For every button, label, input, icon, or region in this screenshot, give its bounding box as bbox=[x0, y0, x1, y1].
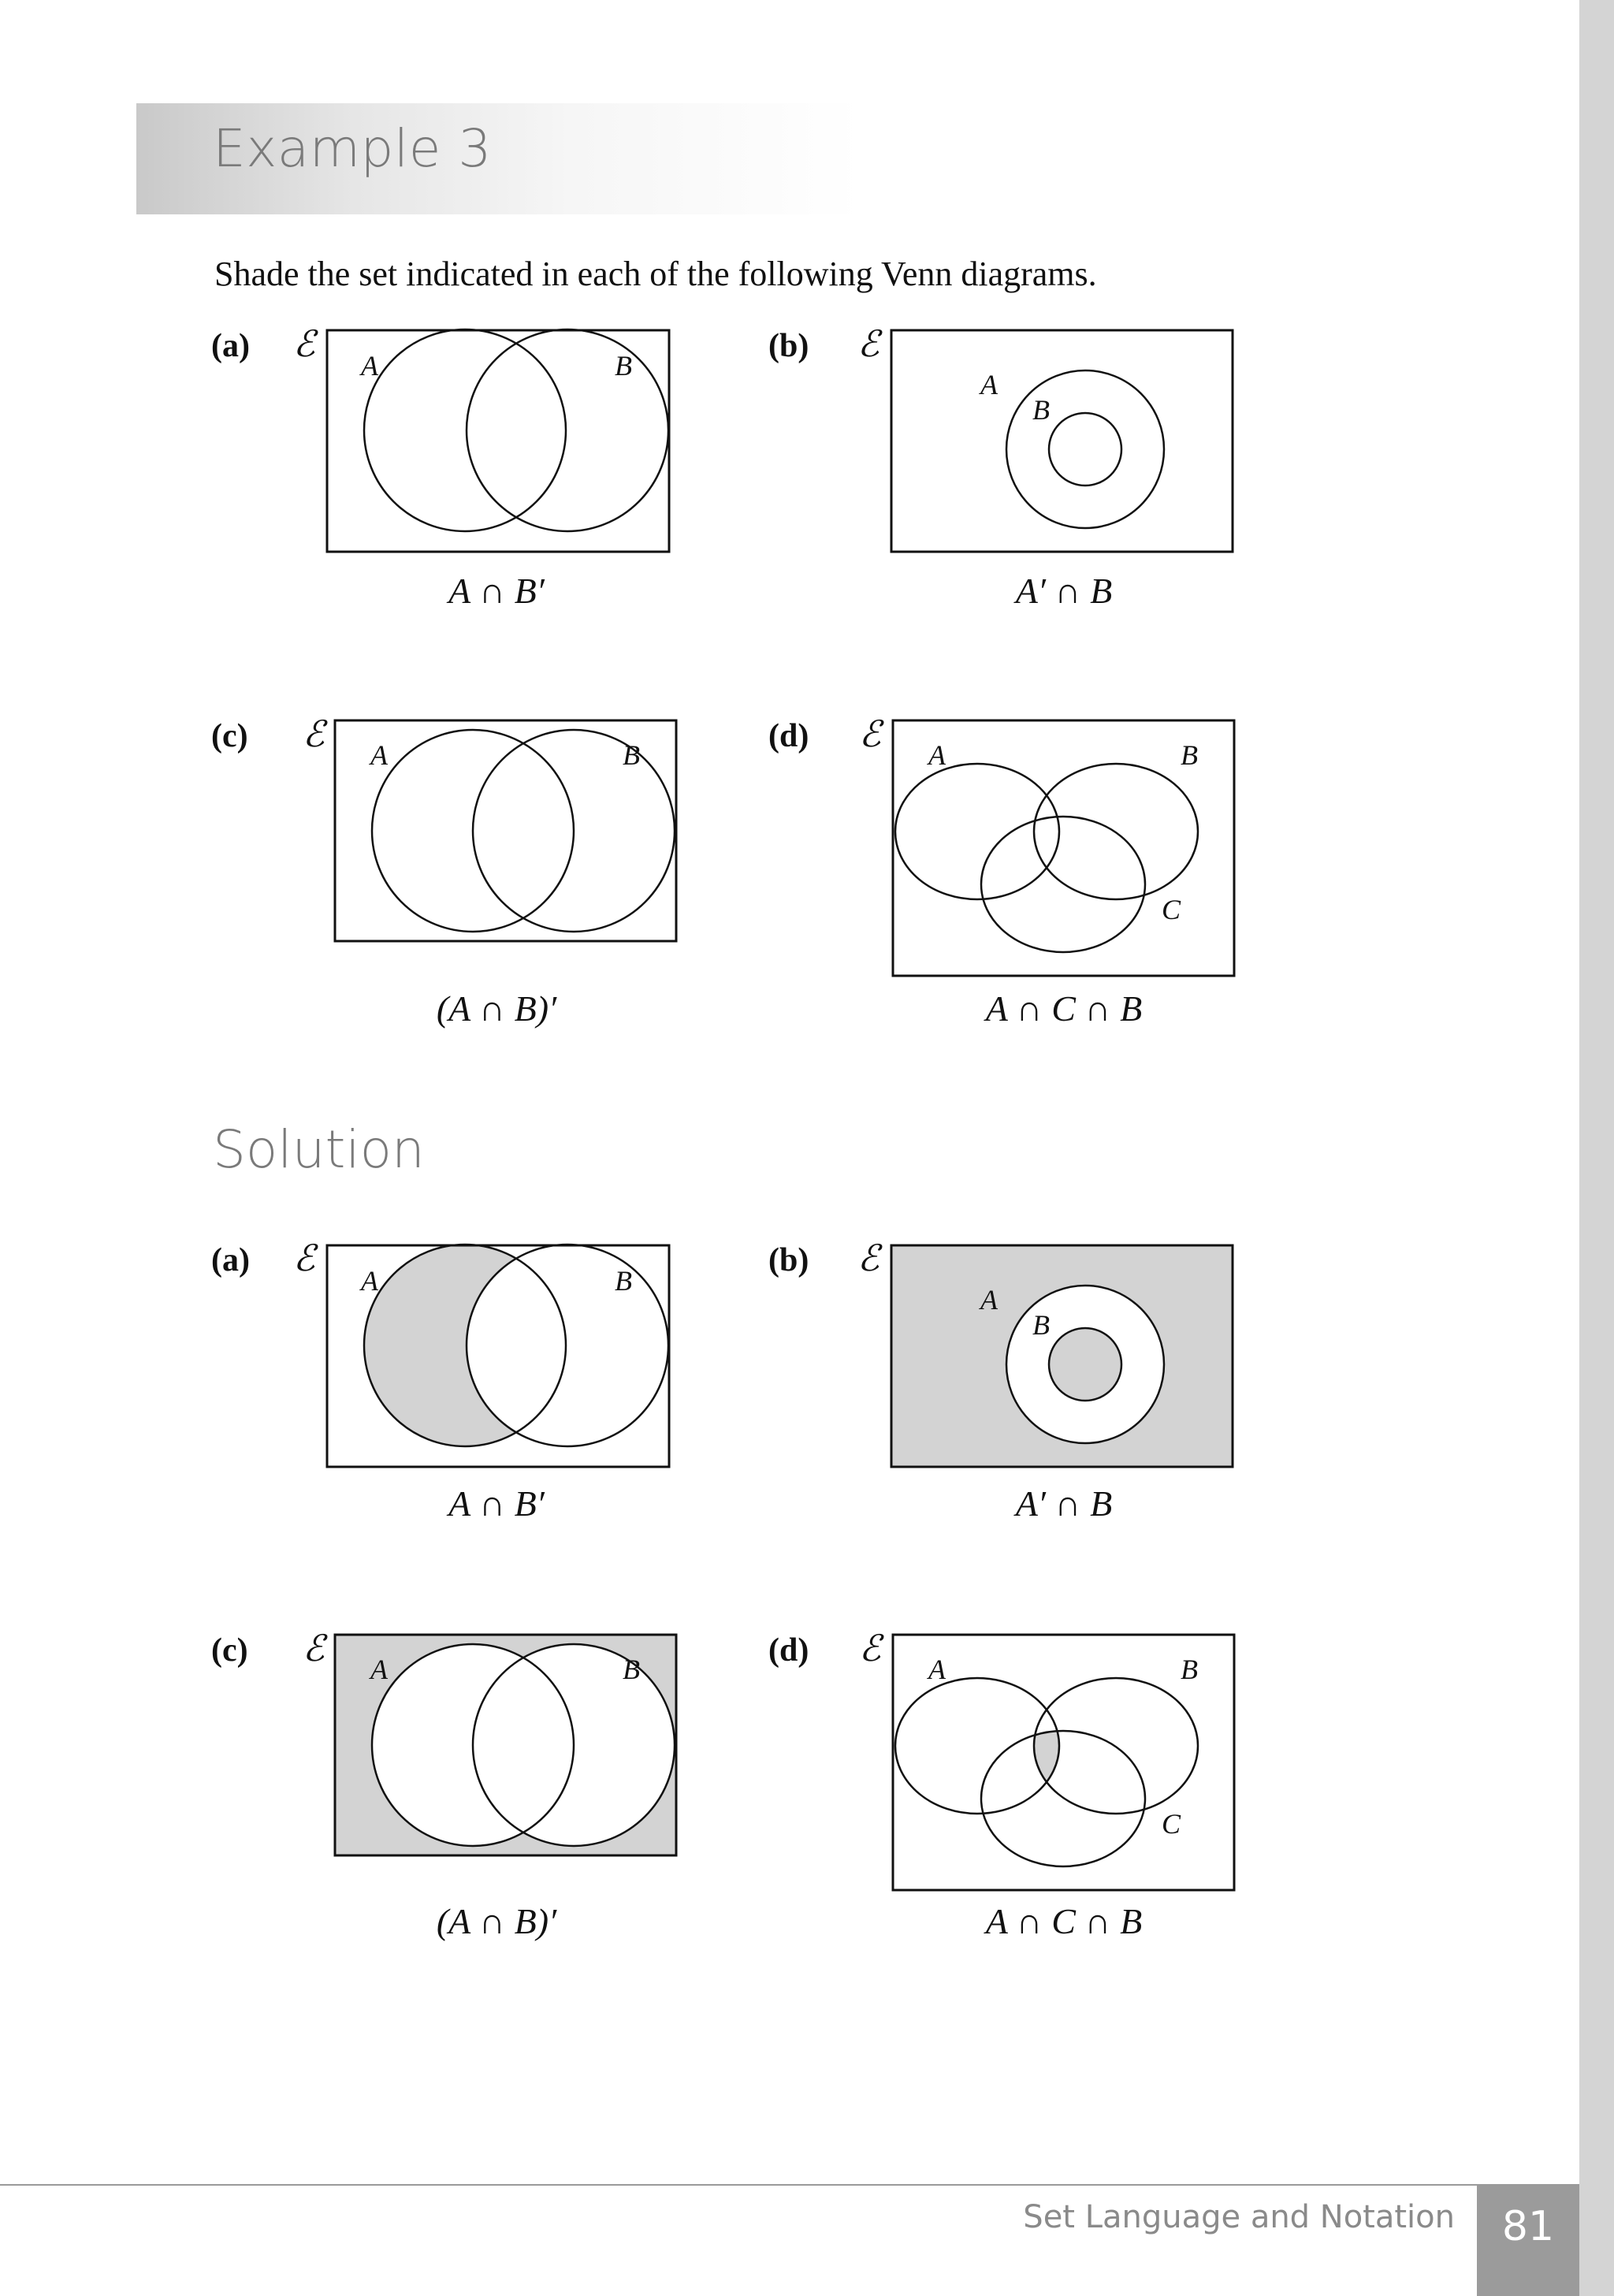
instruction-text: Shade the set indicated in each of the following Venn diagrams. bbox=[214, 255, 1097, 293]
solution-c bbox=[211, 1628, 676, 1941]
set-expression: A ∩ B′ bbox=[448, 1483, 545, 1524]
chapter-title: Set Language and Notation bbox=[1023, 2199, 1455, 2235]
part-label: (c) bbox=[211, 1632, 248, 1669]
set-a-label: A bbox=[370, 739, 388, 771]
question-b bbox=[768, 324, 1233, 611]
universal-set-symbol: ℰ bbox=[857, 324, 880, 364]
part-label: (b) bbox=[768, 1242, 809, 1278]
set-b-label: B bbox=[623, 1654, 640, 1685]
set-c-label: C bbox=[1162, 1808, 1181, 1840]
universal-set-symbol: ℰ bbox=[293, 1238, 315, 1278]
set-b-circle bbox=[1049, 1328, 1121, 1401]
set-a-label: A bbox=[980, 1284, 998, 1315]
part-label: (d) bbox=[768, 1632, 809, 1669]
universal-set-symbol: ℰ bbox=[859, 1628, 881, 1669]
set-expression: A ∩ C ∩ B bbox=[985, 988, 1143, 1029]
footer-rule bbox=[0, 2184, 1579, 2186]
part-label: (a) bbox=[211, 328, 250, 364]
question-a bbox=[211, 324, 669, 611]
set-b-circle bbox=[1049, 413, 1121, 486]
part-label: (d) bbox=[768, 718, 809, 754]
set-b-label: B bbox=[1032, 1309, 1050, 1341]
solution-b bbox=[768, 1238, 1233, 1524]
set-expression: (A ∩ B)′ bbox=[436, 1901, 557, 1941]
question-d bbox=[768, 714, 1234, 1029]
set-b-circle bbox=[467, 329, 668, 531]
page-number: 81 bbox=[1501, 2203, 1555, 2250]
solution-d bbox=[768, 1628, 1234, 1941]
part-label: (c) bbox=[211, 718, 248, 754]
universal-set-symbol: ℰ bbox=[303, 1628, 325, 1669]
set-expression: A′ ∩ B bbox=[1015, 571, 1113, 611]
set-a-circle bbox=[1006, 370, 1164, 528]
set-a-label: A bbox=[928, 1654, 946, 1685]
universal-set-symbol: ℰ bbox=[293, 324, 315, 364]
set-b-label: B bbox=[1181, 1654, 1198, 1685]
solution-heading: Solution bbox=[213, 1119, 425, 1180]
question-c bbox=[211, 714, 676, 1029]
universal-set-symbol: ℰ bbox=[859, 714, 881, 754]
set-a-label: A bbox=[370, 1654, 388, 1685]
set-a-label: A bbox=[980, 369, 998, 400]
set-b-label: B bbox=[615, 1265, 632, 1297]
universal-set-symbol: ℰ bbox=[303, 714, 325, 754]
set-b-label: B bbox=[623, 739, 640, 771]
set-expression: (A ∩ B)′ bbox=[436, 988, 557, 1029]
part-label: (b) bbox=[768, 328, 809, 364]
set-b-label: B bbox=[615, 350, 632, 381]
set-expression: A ∩ B′ bbox=[448, 571, 545, 611]
set-a-circle bbox=[364, 329, 566, 531]
solution-a bbox=[211, 1238, 669, 1524]
set-expression: A ∩ C ∩ B bbox=[985, 1901, 1143, 1941]
part-label: (a) bbox=[211, 1242, 250, 1278]
page-number-box bbox=[1477, 2186, 1579, 2296]
set-b-label: B bbox=[1032, 394, 1050, 426]
set-a-label: A bbox=[361, 350, 378, 381]
unshaded-overlap bbox=[467, 1245, 668, 1446]
set-c-label: C bbox=[1162, 894, 1181, 925]
set-a-label: A bbox=[928, 739, 946, 771]
example-heading: Example 3 bbox=[213, 118, 492, 179]
set-b-label: B bbox=[1181, 739, 1198, 771]
universal-set-symbol: ℰ bbox=[857, 1238, 880, 1278]
set-a-label: A bbox=[361, 1265, 378, 1297]
set-expression: A′ ∩ B bbox=[1015, 1483, 1113, 1524]
universal-set-box bbox=[891, 330, 1233, 552]
